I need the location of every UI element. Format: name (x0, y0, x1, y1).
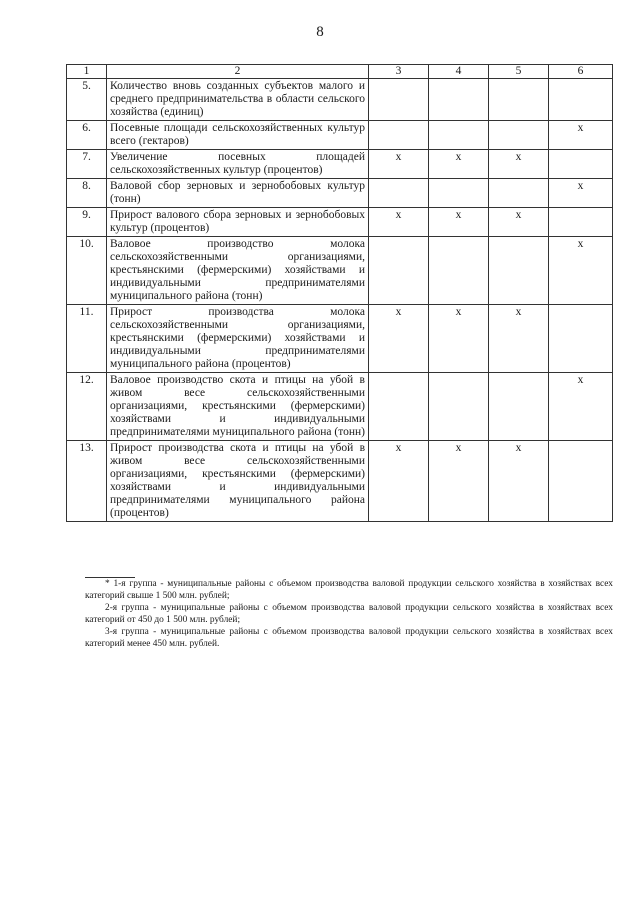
column-header: 6 (549, 65, 613, 79)
group-column-cell (489, 179, 549, 208)
group-column-cell (369, 373, 429, 441)
indicators-table (66, 64, 613, 522)
group-column-cell (429, 237, 489, 305)
group-column-cell (549, 79, 613, 121)
table-row (67, 373, 613, 441)
group-column-cell: x (549, 179, 613, 208)
group-column-cell (429, 373, 489, 441)
group-column-cell (489, 237, 549, 305)
group-column-cell (369, 237, 429, 305)
row-number-cell: 8. (67, 179, 107, 208)
table-row (67, 237, 613, 305)
table-row (67, 305, 613, 373)
indicator-description-cell: Валовое производство молока сельскохозяйственными организациями, крестьянскими (фермерскими) хозяйствами и индивидуальными предпринимателями муниципального района (тонн) (107, 237, 369, 305)
group-column-cell: x (369, 441, 429, 522)
group-column-cell: x (369, 208, 429, 237)
group-column-cell: x (489, 208, 549, 237)
group-column-cell: x (369, 305, 429, 373)
group-column-cell: x (489, 305, 549, 373)
row-number-cell: 11. (67, 305, 107, 373)
group-column-cell: x (549, 237, 613, 305)
group-column-cell: x (429, 305, 489, 373)
group-column-cell (369, 121, 429, 150)
indicator-description-cell: Прирост производства молока сельскохозяйственными организациями, крестьянскими (фермерскими) хозяйствами и индивидуальными предпринимателями муниципального района (процентов) (107, 305, 369, 373)
group-column-cell (549, 150, 613, 179)
table-row (67, 179, 613, 208)
group-column-cell: x (429, 150, 489, 179)
row-number-cell: 6. (67, 121, 107, 150)
indicator-description-cell: Прирост валового сбора зерновых и зернобобовых культур (процентов) (107, 208, 369, 237)
group-column-cell: x (489, 150, 549, 179)
indicator-description-cell: Посевные площади сельскохозяйственных культур всего (гектаров) (107, 121, 369, 150)
indicator-description-cell: Валовое производство скота и птицы на убой в живом весе сельскохозяйственными организациями, крестьянскими (фермерскими) хозяйствами и индивидуальными предпринимателями муниципального района (тонн) (107, 373, 369, 441)
footnote-paragraph: 3-я группа - муниципальные районы с объемом производства валовой продукции сельского хозяйства в хозяйствах всех категорий менее 450 млн. рублей. (85, 627, 613, 649)
group-column-cell (549, 305, 613, 373)
footnotes (85, 579, 613, 651)
column-header: 4 (429, 65, 489, 79)
row-number-cell: 5. (67, 79, 107, 121)
footnote-paragraph: 2-я группа - муниципальные районы с объемом производства валовой продукции сельского хозяйства в хозяйствах всех категорий от 450 до 1 500 млн. рублей; (85, 603, 613, 625)
row-number-cell: 10. (67, 237, 107, 305)
group-column-cell (489, 373, 549, 441)
group-column-cell: x (549, 121, 613, 150)
row-number-cell: 7. (67, 150, 107, 179)
table-row (67, 208, 613, 237)
indicator-description-cell: Увеличение посевных площадей сельскохозяйственных культур (процентов) (107, 150, 369, 179)
group-column-cell (549, 441, 613, 522)
group-column-cell (369, 179, 429, 208)
group-column-cell (429, 79, 489, 121)
group-column-cell (429, 179, 489, 208)
group-column-cell (369, 79, 429, 121)
group-column-cell (429, 121, 489, 150)
footnote-paragraph: * 1-я группа - муниципальные районы с объемом производства валовой продукции сельского хозяйства в хозяйствах всех категорий свыше 1 500 млн. рублей; (85, 579, 613, 601)
group-column-cell: x (369, 150, 429, 179)
table-row (67, 121, 613, 150)
row-number-cell: 13. (67, 441, 107, 522)
column-header: 1 (67, 65, 107, 79)
group-column-cell (549, 208, 613, 237)
footnote-separator (85, 577, 135, 578)
table-header-row (67, 65, 613, 79)
row-number-cell: 12. (67, 373, 107, 441)
table-row (67, 441, 613, 522)
indicator-description-cell: Прирост производства скота и птицы на убой в живом весе сельскохозяйственными организациями, крестьянскими (фермерскими) хозяйствами и индивидуальными предпринимателями муниципального района (процентов) (107, 441, 369, 522)
indicator-description-cell: Количество вновь созданных субъектов малого и среднего предпринимательства в области сельского хозяйства (единиц) (107, 79, 369, 121)
table-row (67, 150, 613, 179)
group-column-cell (489, 79, 549, 121)
column-header: 3 (369, 65, 429, 79)
group-column-cell: x (489, 441, 549, 522)
group-column-cell (489, 121, 549, 150)
table-row (67, 79, 613, 121)
indicator-description-cell: Валовой сбор зерновых и зернобобовых культур (тонн) (107, 179, 369, 208)
row-number-cell: 9. (67, 208, 107, 237)
column-header: 2 (107, 65, 369, 79)
group-column-cell: x (429, 441, 489, 522)
group-column-cell: x (429, 208, 489, 237)
page-number: 8 (316, 24, 324, 40)
group-column-cell: x (549, 373, 613, 441)
column-header: 5 (489, 65, 549, 79)
